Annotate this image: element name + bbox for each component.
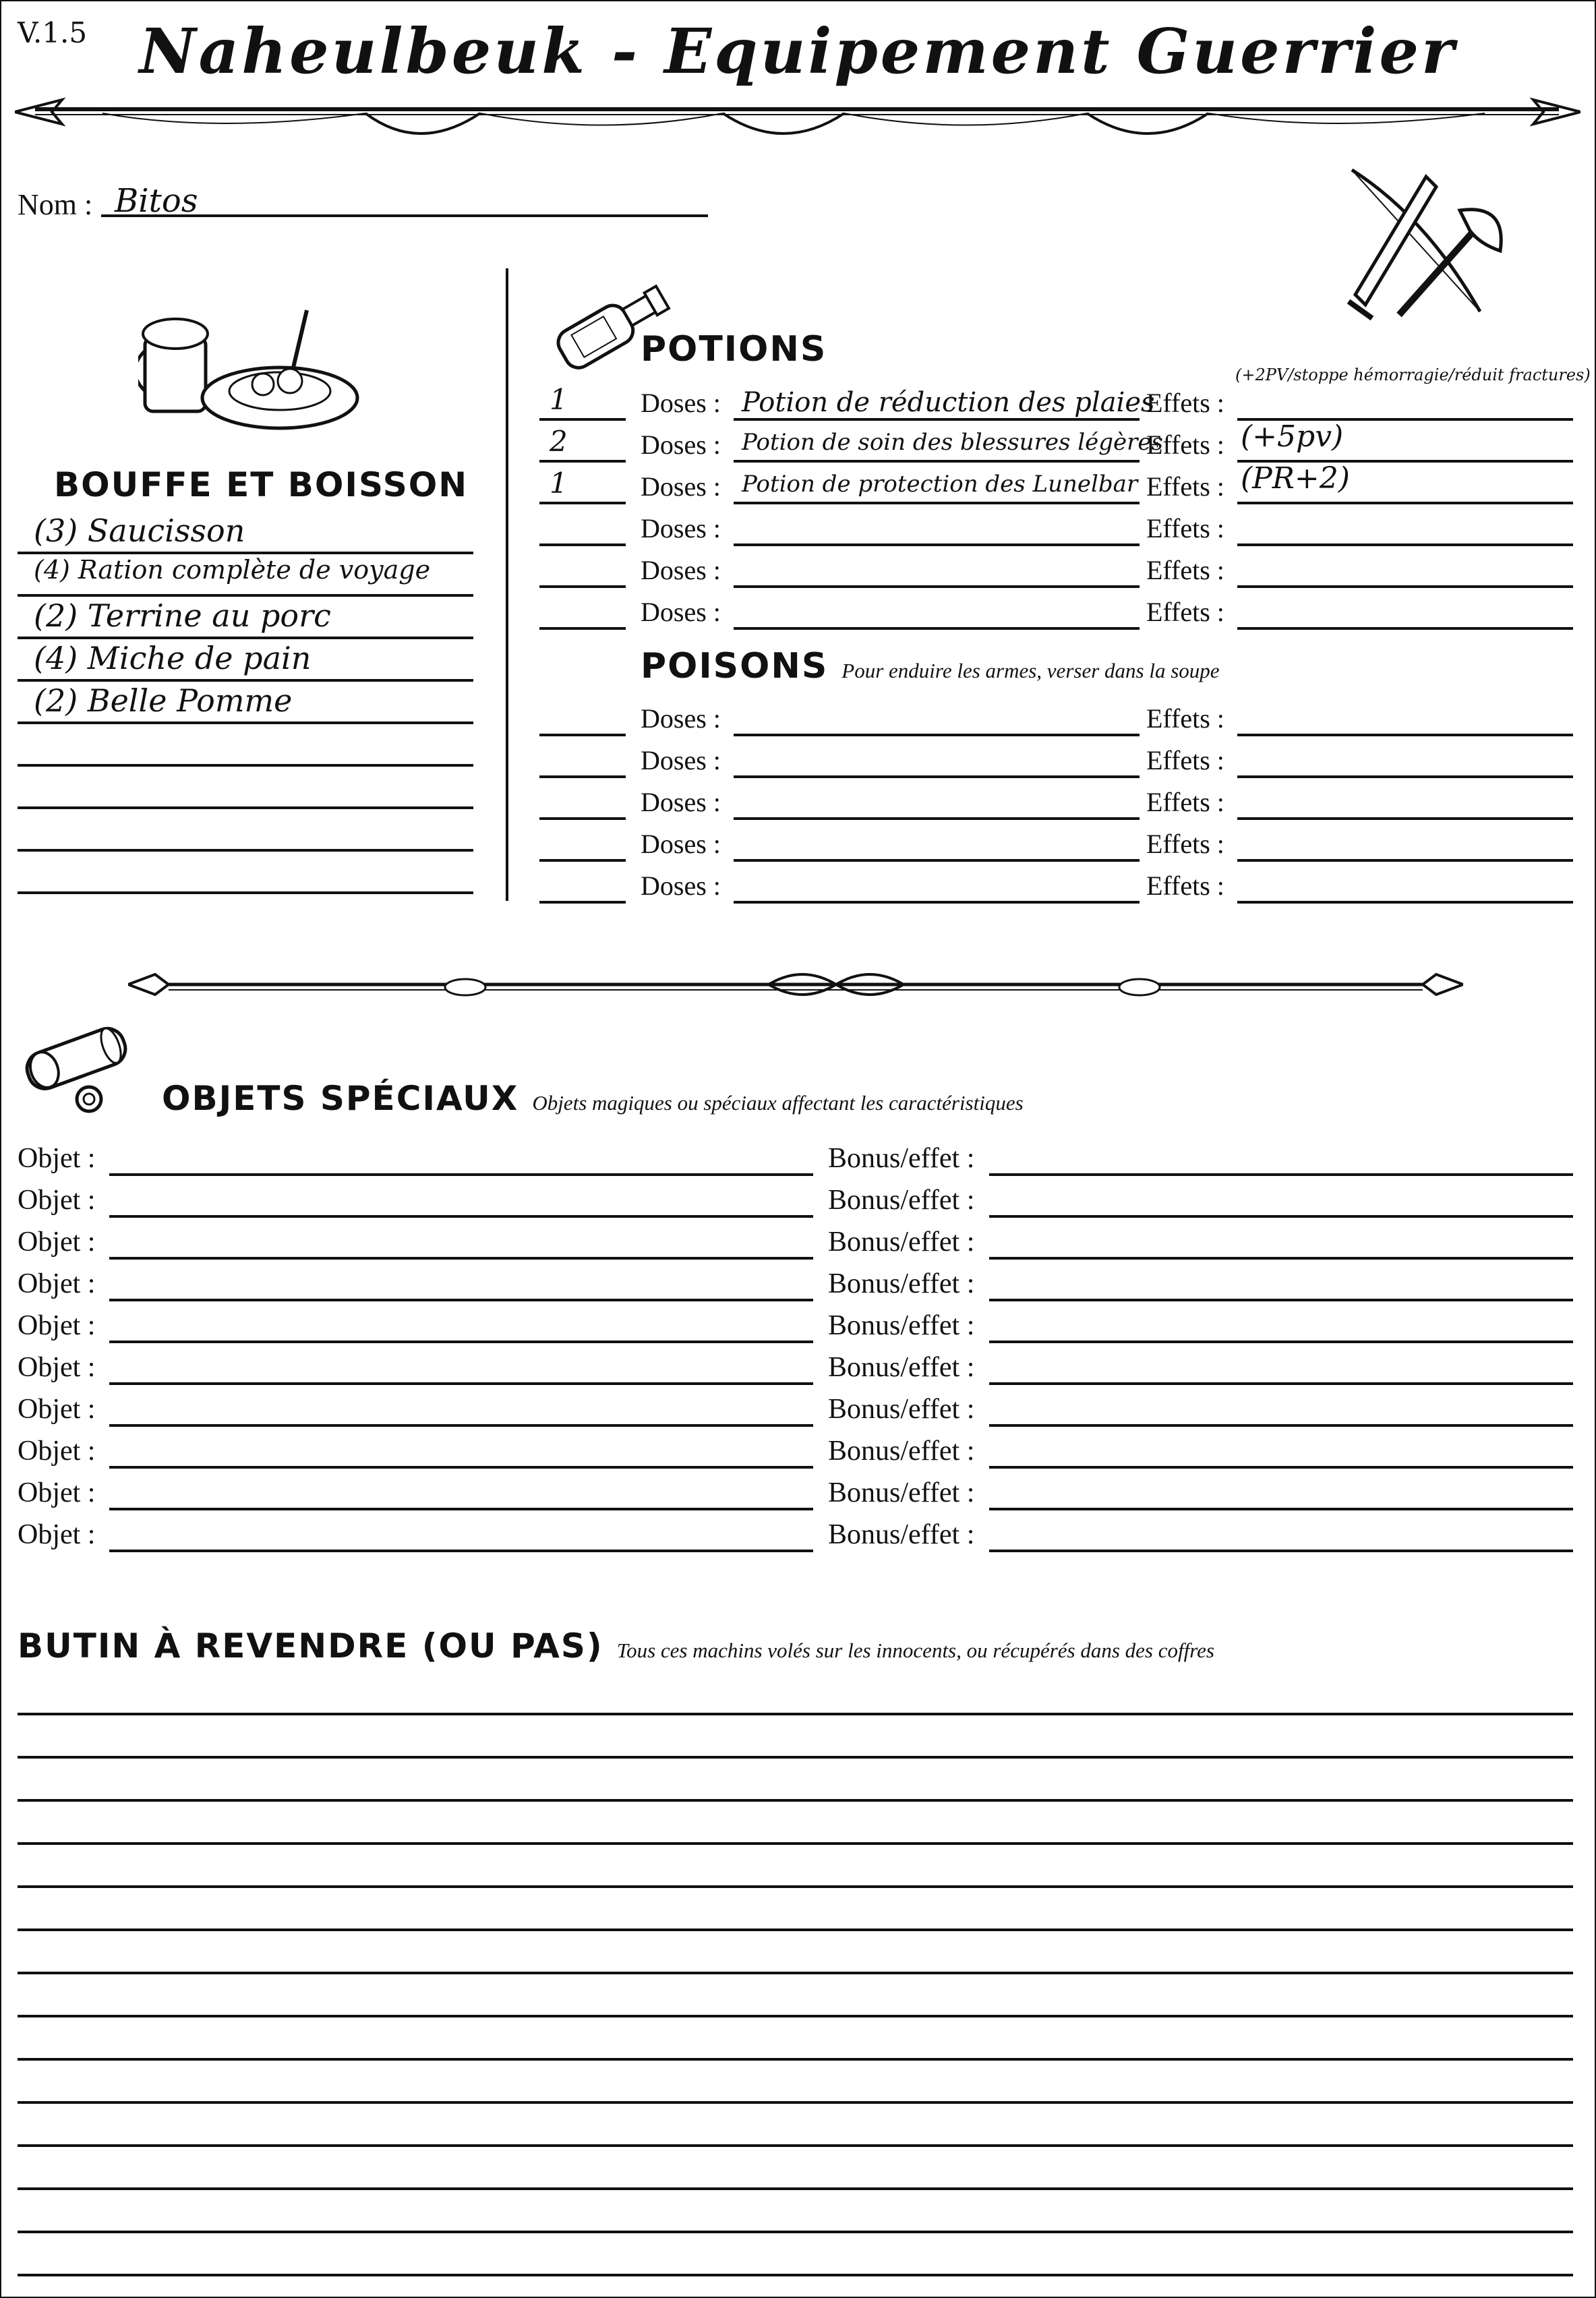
staff-divider-icon bbox=[128, 958, 1463, 1011]
dose-name[interactable]: Potion de soin des blessures légères bbox=[742, 429, 1163, 456]
bonus-label: Bonus/effet : bbox=[828, 1143, 975, 1174]
object-label: Objet : bbox=[18, 1394, 96, 1425]
page-title: Naheulbeuk - Equipement Guerrier bbox=[139, 15, 1457, 88]
food-line bbox=[18, 849, 473, 852]
bonus-line bbox=[989, 1257, 1573, 1260]
object-line bbox=[109, 1215, 813, 1218]
dose-qty-line bbox=[539, 901, 626, 904]
object-label: Objet : bbox=[18, 1436, 96, 1467]
dose-qty-line bbox=[539, 817, 626, 820]
dose-qty-line bbox=[539, 543, 626, 546]
name-field[interactable]: Bitos bbox=[115, 182, 198, 220]
effects-label: Effets : bbox=[1146, 829, 1224, 859]
food-line bbox=[18, 764, 473, 767]
version-label: V.1.5 bbox=[18, 16, 88, 49]
object-label: Objet : bbox=[18, 1227, 96, 1258]
effects-label: Effets : bbox=[1146, 703, 1224, 734]
loot-line bbox=[18, 1756, 1573, 1759]
loot-subtitle: Tous ces machins volés sur les innocents, ou récupérés dans des coffres bbox=[616, 1639, 1214, 1662]
effects-label: Effets : bbox=[1146, 430, 1224, 460]
doses-label: Doses : bbox=[641, 513, 721, 543]
bonus-label: Bonus/effet : bbox=[828, 1310, 975, 1341]
loot-title: BUTIN À REVENDRE (OU PAS) Tous ces machins volés sur les innocents, ou récupérés dans des coffres bbox=[18, 1626, 1214, 1666]
loot-line bbox=[18, 2101, 1573, 2104]
bonus-label: Bonus/effet : bbox=[828, 1394, 975, 1425]
doses-label: Doses : bbox=[641, 871, 721, 901]
food-line bbox=[18, 679, 473, 682]
bonus-label: Bonus/effet : bbox=[828, 1519, 975, 1550]
doses-label: Doses : bbox=[641, 745, 721, 775]
effects-label: Effets : bbox=[1146, 388, 1224, 418]
object-label: Objet : bbox=[18, 1352, 96, 1383]
effect-line bbox=[1237, 543, 1573, 546]
dose-name-line bbox=[734, 859, 1140, 862]
scroll-ring-icon bbox=[15, 1018, 150, 1119]
object-line bbox=[109, 1466, 813, 1469]
food-item[interactable]: (4) Ration complète de voyage bbox=[34, 555, 431, 585]
effect-value[interactable]: (PR+2) bbox=[1241, 461, 1350, 496]
loot-line bbox=[18, 2015, 1573, 2017]
food-plate-icon bbox=[138, 297, 367, 438]
potions-title: POTIONS bbox=[641, 329, 827, 370]
dose-qty-line bbox=[539, 418, 626, 421]
loot-line bbox=[18, 2187, 1573, 2190]
loot-line bbox=[18, 1972, 1573, 1974]
dose-name-line bbox=[734, 502, 1140, 504]
poisons-subtitle: Pour enduire les armes, verser dans la soupe bbox=[841, 659, 1220, 682]
dose-qty-line bbox=[539, 734, 626, 736]
loot-line bbox=[18, 2058, 1573, 2061]
object-line bbox=[109, 1340, 813, 1343]
object-label: Objet : bbox=[18, 1143, 96, 1174]
dose-name-line bbox=[734, 775, 1140, 778]
loot-line bbox=[18, 1713, 1573, 1715]
bonus-line bbox=[989, 1299, 1573, 1301]
bonus-label: Bonus/effet : bbox=[828, 1436, 975, 1467]
dose-name-line bbox=[734, 734, 1140, 736]
bonus-line bbox=[989, 1466, 1573, 1469]
loot-line bbox=[18, 1842, 1573, 1845]
food-line bbox=[18, 594, 473, 597]
food-line bbox=[18, 891, 473, 894]
effect-value[interactable]: (+5pv) bbox=[1241, 419, 1344, 454]
loot-line bbox=[18, 2231, 1573, 2233]
special-title: OBJETS SPÉCIAUX Objets magiques ou spéciaux affectant les caractéristiques bbox=[162, 1079, 1024, 1118]
dose-qty-line bbox=[539, 775, 626, 778]
effect-line bbox=[1237, 775, 1573, 778]
object-label: Objet : bbox=[18, 1310, 96, 1341]
object-label: Objet : bbox=[18, 1519, 96, 1550]
bonus-line bbox=[989, 1173, 1573, 1176]
effect-line bbox=[1237, 859, 1573, 862]
bonus-line bbox=[989, 1382, 1573, 1385]
effects-label: Effets : bbox=[1146, 555, 1224, 585]
food-item[interactable]: (3) Saucisson bbox=[34, 512, 245, 549]
bonus-line bbox=[989, 1550, 1573, 1552]
bonus-line bbox=[989, 1508, 1573, 1510]
special-subtitle: Objets magiques ou spéciaux affectant les caractéristiques bbox=[532, 1091, 1024, 1115]
loot-line bbox=[18, 2274, 1573, 2276]
dose-qty[interactable]: 1 bbox=[550, 383, 568, 416]
effects-label: Effets : bbox=[1146, 787, 1224, 817]
dose-name-line bbox=[734, 585, 1140, 588]
effect-line bbox=[1237, 627, 1573, 630]
effect-line bbox=[1237, 901, 1573, 904]
dose-qty-line bbox=[539, 460, 626, 463]
crossed-weapons-icon bbox=[1325, 156, 1520, 338]
food-item[interactable]: (2) Terrine au porc bbox=[34, 597, 331, 634]
food-line bbox=[18, 721, 473, 724]
bonus-line bbox=[989, 1424, 1573, 1427]
effect-line bbox=[1237, 817, 1573, 820]
dose-qty-line bbox=[539, 585, 626, 588]
dose-qty[interactable]: 2 bbox=[550, 425, 568, 458]
object-line bbox=[109, 1299, 813, 1301]
spear-divider-icon bbox=[15, 86, 1580, 148]
dose-name-line bbox=[734, 543, 1140, 546]
food-line bbox=[18, 806, 473, 809]
effects-label: Effets : bbox=[1146, 471, 1224, 502]
bonus-label: Bonus/effet : bbox=[828, 1185, 975, 1216]
bonus-label: Bonus/effet : bbox=[828, 1227, 975, 1258]
effect-line bbox=[1237, 502, 1573, 504]
dose-name-line bbox=[734, 627, 1140, 630]
food-line bbox=[18, 637, 473, 639]
effects-label: Effets : bbox=[1146, 745, 1224, 775]
dose-name[interactable]: Potion de réduction des plaies bbox=[742, 387, 1155, 418]
object-label: Objet : bbox=[18, 1477, 96, 1508]
dose-name[interactable]: Potion de protection des Lunelbar bbox=[742, 471, 1138, 498]
bonus-label: Bonus/effet : bbox=[828, 1477, 975, 1508]
object-line bbox=[109, 1257, 813, 1260]
bonus-line bbox=[989, 1340, 1573, 1343]
loot-line bbox=[18, 1799, 1573, 1802]
doses-label: Doses : bbox=[641, 471, 721, 502]
loot-line bbox=[18, 1928, 1573, 1931]
object-line bbox=[109, 1382, 813, 1385]
doses-label: Doses : bbox=[641, 388, 721, 418]
food-item[interactable]: (4) Miche de pain bbox=[34, 640, 312, 676]
food-item[interactable]: (2) Belle Pomme bbox=[34, 682, 293, 719]
doses-label: Doses : bbox=[641, 829, 721, 859]
dose-qty-line bbox=[539, 502, 626, 504]
bonus-label: Bonus/effet : bbox=[828, 1352, 975, 1383]
loot-line bbox=[18, 1885, 1573, 1888]
dose-qty[interactable]: 1 bbox=[550, 467, 568, 500]
object-label: Objet : bbox=[18, 1185, 96, 1216]
object-line bbox=[109, 1173, 813, 1176]
effect-value[interactable]: (+2PV/stoppe hémorragie/réduit fractures) bbox=[1235, 365, 1591, 384]
doses-label: Doses : bbox=[641, 597, 721, 627]
loot-line bbox=[18, 2144, 1573, 2147]
effects-label: Effets : bbox=[1146, 597, 1224, 627]
dose-name-line bbox=[734, 817, 1140, 820]
poisons-title: POISONS Pour enduire les armes, verser dans la soupe bbox=[641, 646, 1220, 686]
section-divider bbox=[506, 268, 508, 901]
dose-name-line bbox=[734, 418, 1140, 421]
dose-name-line bbox=[734, 901, 1140, 904]
effects-label: Effets : bbox=[1146, 871, 1224, 901]
food-title: BOUFFE ET BOISSON bbox=[54, 465, 469, 504]
dose-qty-line bbox=[539, 859, 626, 862]
object-line bbox=[109, 1508, 813, 1510]
bonus-line bbox=[989, 1215, 1573, 1218]
doses-label: Doses : bbox=[641, 555, 721, 585]
doses-label: Doses : bbox=[641, 430, 721, 460]
doses-label: Doses : bbox=[641, 787, 721, 817]
object-label: Objet : bbox=[18, 1268, 96, 1299]
effect-line bbox=[1237, 734, 1573, 736]
bonus-label: Bonus/effet : bbox=[828, 1268, 975, 1299]
dose-qty-line bbox=[539, 627, 626, 630]
object-line bbox=[109, 1550, 813, 1552]
food-line bbox=[18, 552, 473, 554]
object-line bbox=[109, 1424, 813, 1427]
name-label: Nom : bbox=[18, 188, 93, 221]
doses-label: Doses : bbox=[641, 703, 721, 734]
effect-line bbox=[1237, 585, 1573, 588]
dose-name-line bbox=[734, 460, 1140, 463]
effects-label: Effets : bbox=[1146, 513, 1224, 543]
